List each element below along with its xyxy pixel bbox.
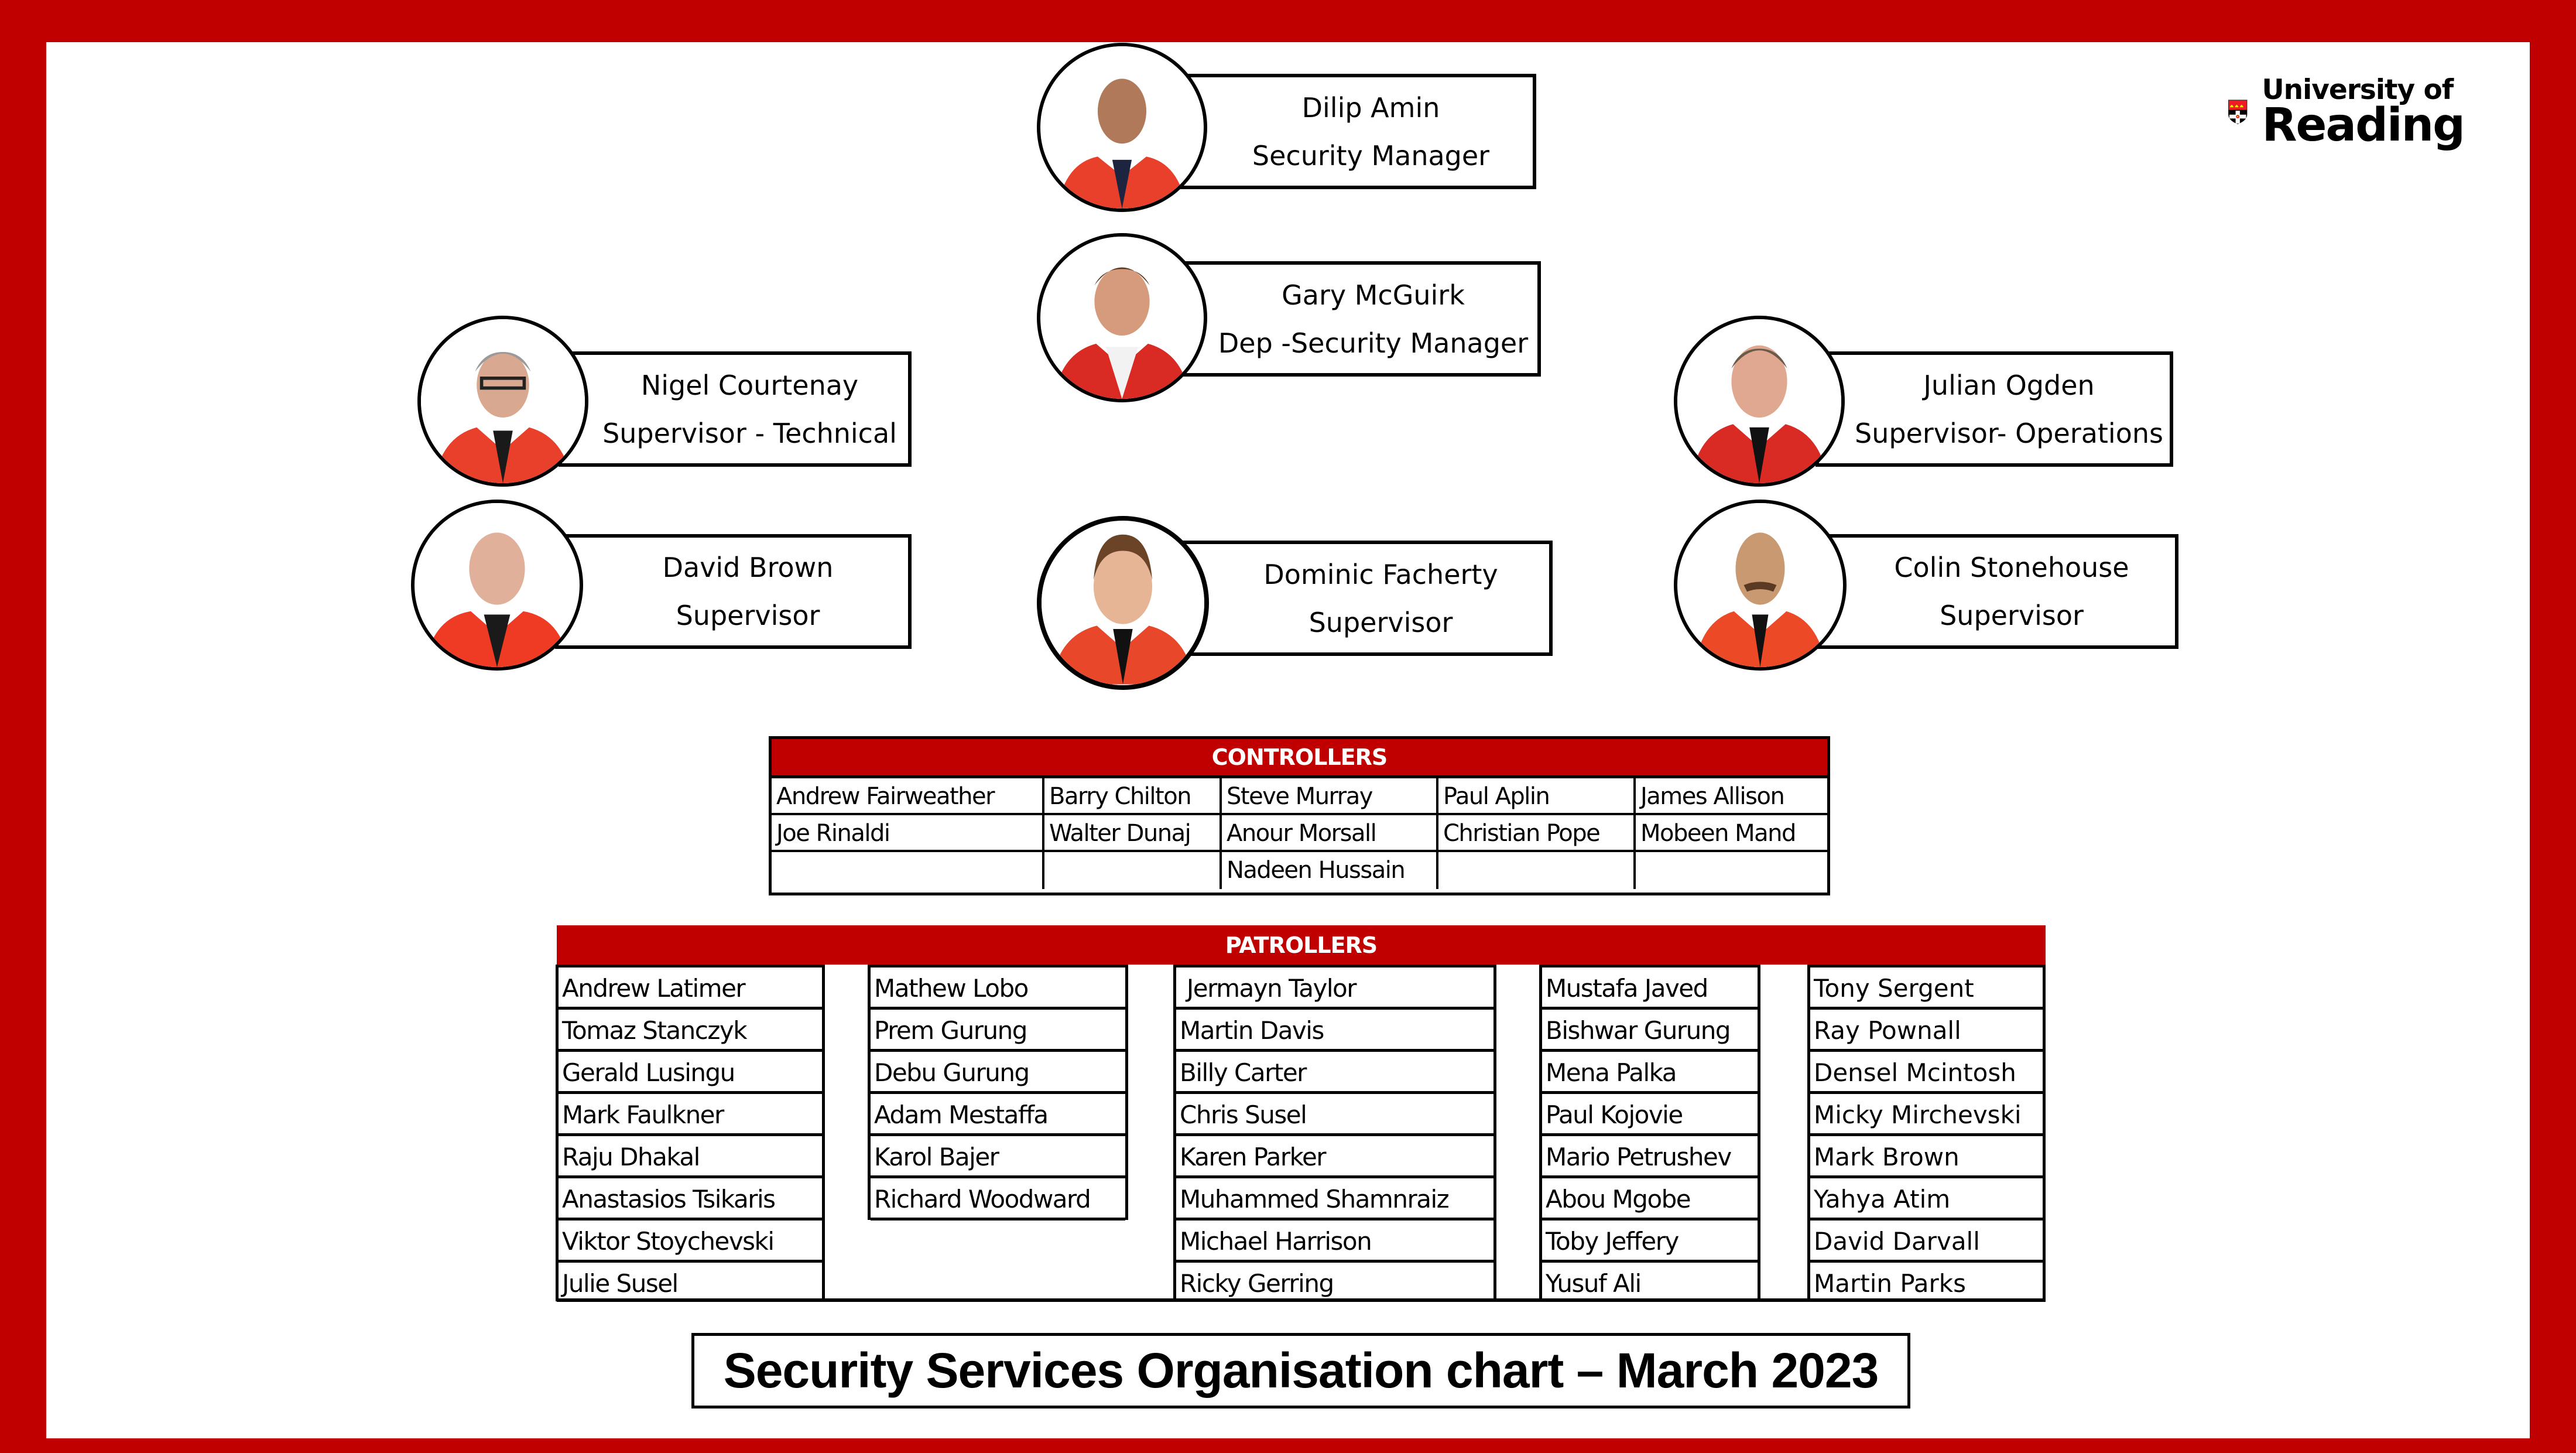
controller-cell: Nadeen Hussain <box>1222 852 1438 889</box>
patroller-cell: Karol Bajer <box>871 1136 1125 1178</box>
controllers-table <box>769 736 1830 895</box>
person-photo-icon <box>415 503 580 667</box>
avatar-supervisor-left <box>411 500 583 671</box>
patroller-cell: Yahya Atim <box>1810 1178 2043 1220</box>
person-card-supervisor-right <box>1815 534 2178 649</box>
avatar-manager <box>1037 43 1207 212</box>
patroller-cell: Ray Pownall <box>1810 1010 2043 1052</box>
person-role: Security Manager <box>1252 139 1490 172</box>
person-name: Nigel Courtenay <box>640 369 859 401</box>
person-photo-icon <box>1040 237 1204 399</box>
person-name: David Brown <box>662 552 834 583</box>
person-role: Dep -Security Manager <box>1218 327 1529 359</box>
person-role: Supervisor <box>1940 600 2084 631</box>
university-crest-icon <box>2228 77 2248 146</box>
person-photo-icon <box>1040 46 1204 208</box>
controller-cell: Walter Dunaj <box>1044 815 1222 852</box>
avatar-deputy <box>1037 233 1207 402</box>
patroller-cell: Gerald Lusingu <box>559 1052 822 1094</box>
person-name: Gary McGuirk <box>1282 279 1465 311</box>
patroller-cell: Muhammed Shamnraiz <box>1176 1178 1493 1220</box>
patroller-cell: Mathew Lobo <box>871 967 1125 1010</box>
patroller-cell: Mark Brown <box>1810 1136 2043 1178</box>
patroller-cell: Mark Faulkner <box>559 1094 822 1136</box>
patroller-cell: Abou Mgobe <box>1542 1178 1758 1220</box>
patroller-cell: Yusuf Ali <box>1546 1269 1641 1298</box>
person-role: Supervisor - Technical <box>602 417 897 449</box>
patroller-cell: Viktor Stoychevski <box>559 1220 822 1263</box>
patrollers-column-1 <box>556 965 825 1301</box>
person-photo-icon <box>421 319 585 483</box>
patrollers-column-4 <box>1539 965 1760 1301</box>
person-role: Supervisor <box>1308 606 1453 638</box>
patrollers-column-2 <box>868 965 1128 1220</box>
patroller-cell: Bishwar Gurung <box>1542 1010 1758 1052</box>
patroller-cell: Billy Carter <box>1176 1052 1493 1094</box>
person-photo-icon <box>1677 503 1843 667</box>
person-name: Julian Ogden <box>1923 369 2095 401</box>
person-name: Colin Stonehouse <box>1894 552 2129 583</box>
person-card-operations <box>1815 351 2173 467</box>
controller-cell <box>1044 852 1222 889</box>
person-card-supervisor-center <box>1180 541 1553 656</box>
person-name: Dominic Facherty <box>1263 558 1498 590</box>
controller-cell: Anour Morsall <box>1222 815 1438 852</box>
avatar-operations <box>1674 316 1845 487</box>
patroller-cell: Anastasios Tsikaris <box>559 1178 822 1220</box>
patroller-cell: Tony Sergent <box>1810 967 2043 1010</box>
patroller-cell: Tomaz Stanczyk <box>559 1010 822 1052</box>
patroller-cell: Raju Dhakal <box>559 1136 822 1178</box>
controller-cell: James Allison <box>1636 778 1827 815</box>
avatar-supervisor-right <box>1674 500 1847 671</box>
person-card-supervisor-left <box>555 534 912 649</box>
patroller-cell: Mustafa Javed <box>1542 967 1758 1010</box>
patroller-cell: Richard Woodward <box>871 1178 1125 1220</box>
patroller-cell: David Darvall <box>1810 1220 2043 1263</box>
controller-cell <box>1636 852 1827 889</box>
patrollers-table <box>557 925 2046 1301</box>
person-photo-icon <box>1677 319 1841 483</box>
avatar-technical <box>417 316 588 487</box>
patroller-cell: Julie Susel <box>562 1269 678 1298</box>
controller-cell: Steve Murray <box>1222 778 1438 815</box>
controller-cell: Andrew Fairweather <box>772 778 1044 815</box>
patroller-cell: Paul Kojovie <box>1542 1094 1758 1136</box>
person-role: Supervisor <box>676 600 820 631</box>
controllers-grid <box>772 778 1827 889</box>
patroller-cell: Toby Jeffery <box>1542 1220 1758 1263</box>
patroller-cell: Micky Mirchevski <box>1810 1094 2043 1136</box>
patroller-cell: Andrew Latimer <box>559 967 822 1010</box>
avatar-supervisor-center <box>1037 516 1209 690</box>
person-card-technical <box>559 351 912 467</box>
patroller-cell: Martin Parks <box>1814 1269 1966 1298</box>
patroller-cell: Jermayn Taylor <box>1176 967 1493 1010</box>
person-role: Supervisor- Operations <box>1855 417 2163 449</box>
controller-cell: Barry Chilton <box>1044 778 1222 815</box>
patroller-cell: Ricky Gerring <box>1180 1269 1334 1298</box>
patroller-cell: Martin Davis <box>1176 1010 1493 1052</box>
patroller-cell: Mario Petrushev <box>1542 1136 1758 1178</box>
patrollers-bottom-rule <box>557 1298 2046 1302</box>
org-chart-page <box>46 42 2530 1438</box>
patroller-cell: Chris Susel <box>1176 1094 1493 1136</box>
patroller-cell: Michael Harrison <box>1176 1220 1493 1263</box>
patrollers-header: PATROLLERS <box>557 925 2046 965</box>
logo-line-2: Reading <box>2262 98 2464 152</box>
university-logo <box>2228 72 2464 152</box>
person-name: Dilip Amin <box>1301 91 1440 124</box>
person-card-deputy <box>1176 261 1541 377</box>
patroller-cell: Debu Gurung <box>871 1052 1125 1094</box>
controller-cell <box>1438 852 1636 889</box>
controller-cell: Christian Pope <box>1438 815 1636 852</box>
page-title: Security Services Organisation chart – March 2023 <box>691 1333 1910 1408</box>
person-photo-icon <box>1042 521 1204 685</box>
patroller-cell: Adam Mestaffa <box>871 1094 1125 1136</box>
person-card-manager <box>1176 74 1536 189</box>
controllers-header: CONTROLLERS <box>772 739 1827 778</box>
patrollers-column-5 <box>1807 965 2046 1301</box>
patroller-cell: Mena Palka <box>1542 1052 1758 1094</box>
patroller-cell: Prem Gurung <box>871 1010 1125 1052</box>
patroller-cell: Karen Parker <box>1176 1136 1493 1178</box>
patroller-cell: Densel Mcintosh <box>1810 1052 2043 1094</box>
patrollers-column-3 <box>1173 965 1496 1301</box>
controller-cell <box>772 852 1044 889</box>
logo-line-1: University of <box>2262 73 2454 106</box>
controller-cell: Mobeen Mand <box>1636 815 1827 852</box>
controller-cell: Paul Aplin <box>1438 778 1636 815</box>
controller-cell: Joe Rinaldi <box>772 815 1044 852</box>
